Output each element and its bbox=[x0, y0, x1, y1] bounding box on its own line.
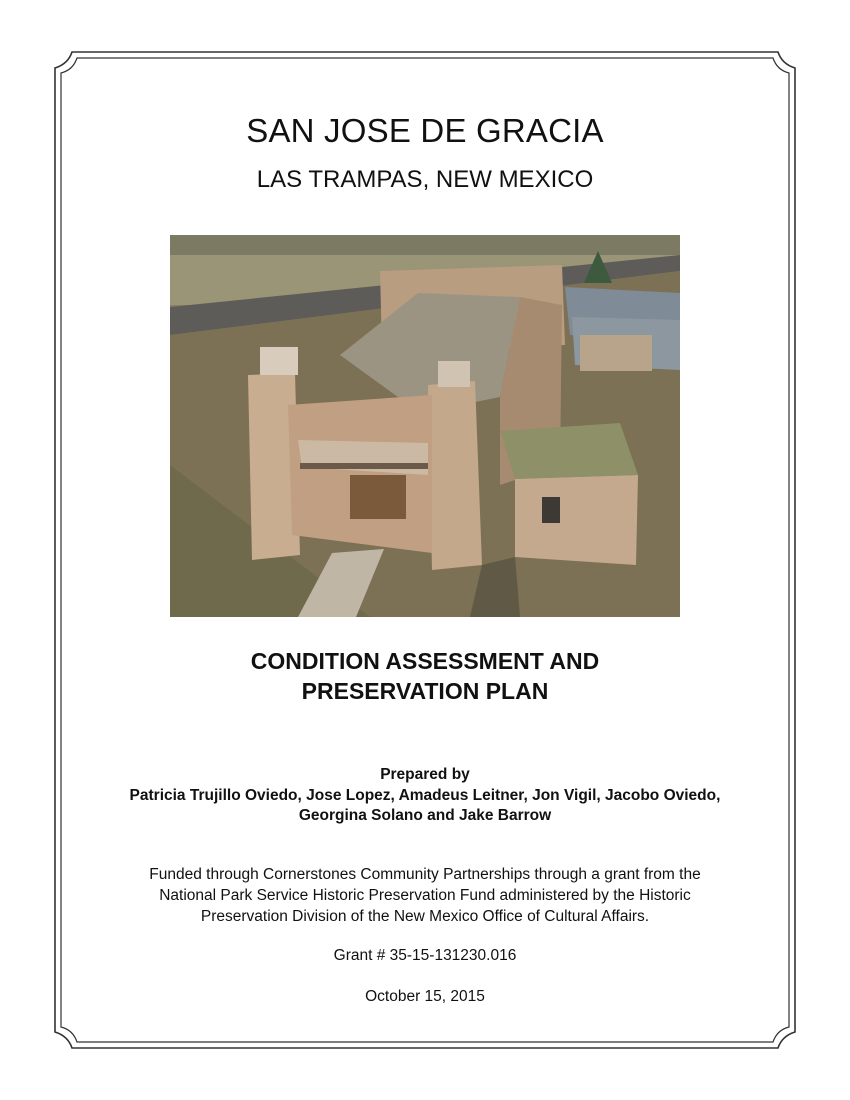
church-aerial-photo bbox=[170, 235, 680, 617]
funding-line-3: Preservation Division of the New Mexico Office of Cultural Affairs. bbox=[200, 908, 650, 925]
funding-statement bbox=[0, 864, 850, 927]
document-date: October 15, 2015 bbox=[365, 988, 485, 1005]
document-subtitle bbox=[0, 646, 850, 706]
document-location: LAS TRAMPAS, NEW MEXICO bbox=[256, 166, 594, 193]
authors-list bbox=[0, 786, 850, 826]
subtitle-line-1: CONDITION ASSESSMENT AND bbox=[250, 648, 600, 674]
subtitle-line-2: PRESERVATION PLAN bbox=[301, 678, 549, 704]
funding-line-1: Funded through Cornerstones Community Partnerships through a grant from the bbox=[149, 866, 701, 883]
grant-number: Grant # 35-15-131230.016 bbox=[333, 947, 517, 964]
funding-line-2: National Park Service Historic Preservation Fund administered by the Historic bbox=[159, 887, 691, 904]
authors-line-2: Georgina Solano and Jake Barrow bbox=[298, 807, 552, 824]
authors-line-1: Patricia Trujillo Oviedo, Jose Lopez, Amadeus Leitner, Jon Vigil, Jacobo Oviedo, bbox=[129, 787, 721, 804]
prepared-by-heading: Prepared by bbox=[380, 766, 470, 783]
document-title: SAN JOSE DE GRACIA bbox=[246, 112, 604, 149]
